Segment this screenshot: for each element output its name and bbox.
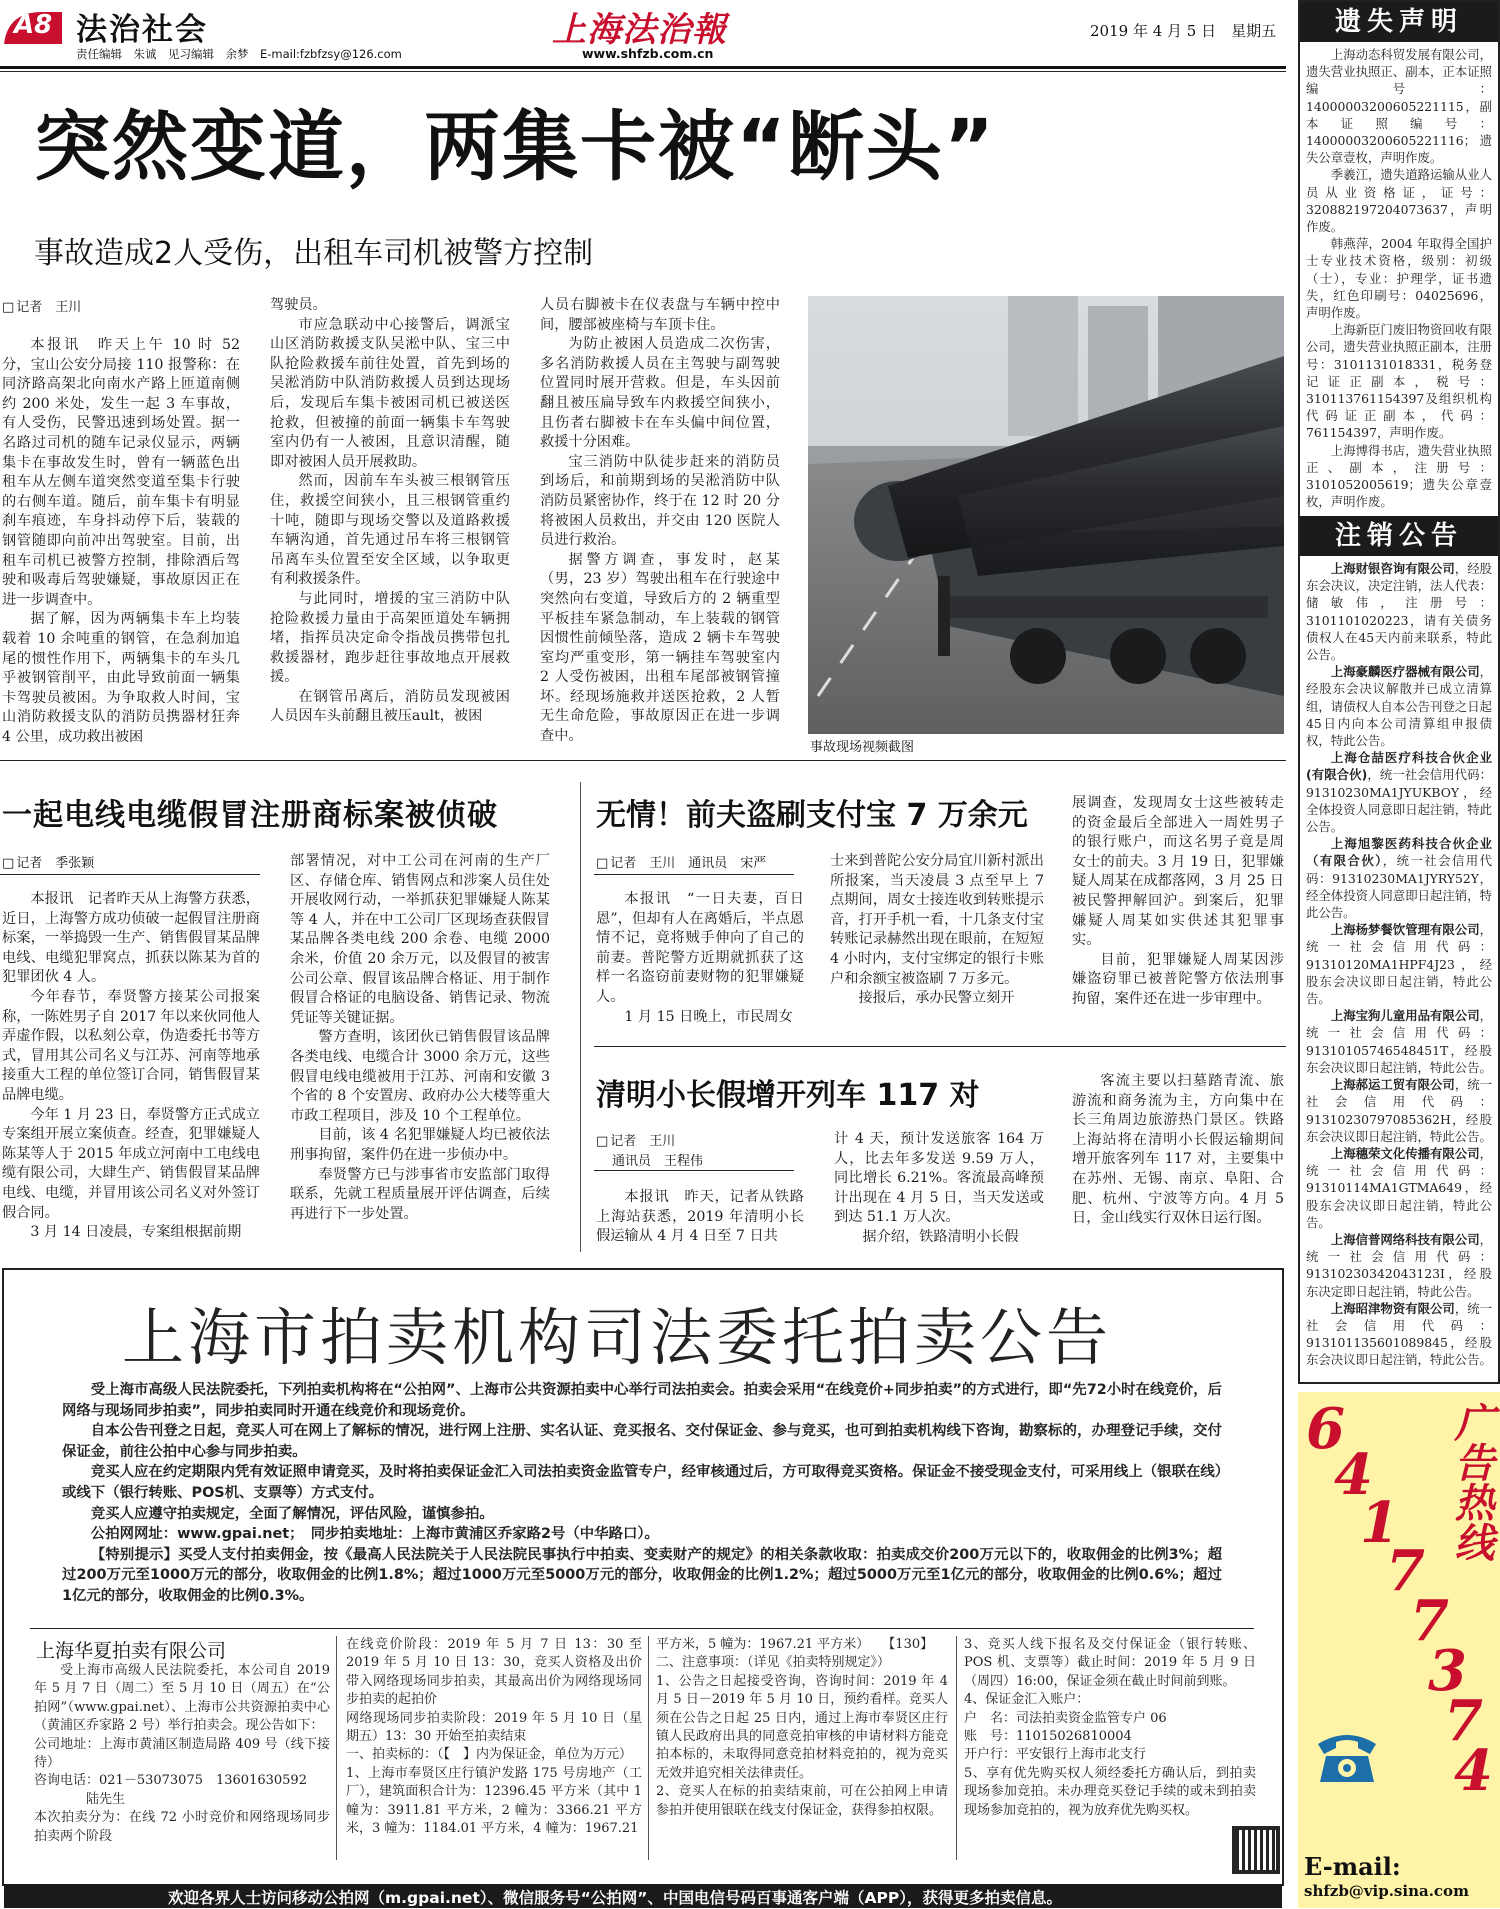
auction-text: 2、竞买人在标的拍卖结束前，可在公拍网上申请参拍并使用银联在线支付保证金，获得参拍权限。 xyxy=(656,1784,948,1818)
auction-intro-para: 受上海市高级人民法院委托，下列拍卖机构将在“公拍网”、上海市公共资源拍卖中心举行司法拍卖会。拍卖会采用“在线竞价+同步拍卖”的方式进行，即“先72小时在线竞价，后网络与现场同步拍卖”，同步拍卖同时开通在线竞价和现场竞价。 xyxy=(62,1382,1222,1419)
cancel-notices xyxy=(1300,556,1498,1369)
auction-address: 公司地址：上海市黄浦区制造局路 409 号（线下接待） xyxy=(34,1736,330,1771)
paper-name: 上海法治報 xyxy=(552,10,727,50)
auction-text: 一、拍卖标的：（【 】内为保证金，单位为万元） xyxy=(346,1747,633,1763)
auction-col-1 xyxy=(34,1662,330,1846)
story4-para: 据介绍，铁路清明小长假 xyxy=(862,1228,1019,1245)
qr-code-icon xyxy=(1232,1826,1280,1874)
auction-text: 二、注意事项：（详见《拍卖特别规定》） xyxy=(656,1655,891,1671)
page-badge xyxy=(2,6,64,46)
lead-para: 宝三消防中队徒步赶来的消防员到场后，和前期到场的吴淞消防中队消防员紧密协作，终于在 12 时 20 分将被困人员救出，并交由 120 医院人员进行救治。 xyxy=(540,453,780,549)
auction-text: 本次拍卖分为：在线 72 小时竞价和网络现场同步拍卖两个阶段 xyxy=(34,1810,330,1844)
cancel-notice-item: 上海旭黎医药科技合伙企业（有限合伙），统一社会信用代码：91310230MA1JYRY52Y，经全体投资人同意即日起注销，特此公告。 xyxy=(1306,836,1493,921)
cancel-notice-item: 上海宝狗儿童用品有限公司，统一社会信用代码：91310105746548451T，经股东会决议即日起注销，特此公告。 xyxy=(1306,1008,1492,1075)
story2-headline: 一起电线电缆假冒注册商标案被侦破 xyxy=(2,798,498,833)
lead-para: 据了解，因为两辆集卡车上均装载着 10 余吨重的钢管，在急刹加追尾的惯性作用下，两辆集卡的车头几乎被钢管削平，由此导致前面一辆集卡驾驶员被困。为争取救人时间，宝山消防救援支队的消防员携器材狂奔 4 公里，成功救出被困 xyxy=(2,611,240,745)
story2-para: 3 月 14 日凌晨，专案组根据前期 xyxy=(30,1224,242,1241)
editor-line: 责任编辑 朱诚 见习编辑 余梦 E-mail:fzbfzsy@126.com xyxy=(76,47,402,61)
page-number: A8 xyxy=(14,10,53,40)
cancel-notice-item: 上海郝运工贸有限公司，统一社会信用代码：91310230797085362H，经股东会决议即日起注销，特此公告。 xyxy=(1306,1077,1493,1144)
auction-account-number: 账 号：11015026810004 xyxy=(964,1729,1132,1745)
story4-para: 客流主要以扫墓踏青流、旅游流和商务流为主，方向集中在长三角周边旅游热门景区。铁路上海站将在清明小长假运输期间增开旅客列车 117 对，主要集中在苏州、无锡、南京、阜阳、合肥、杭州、宁波等方向。4 月 5 日，金山线实行双休日运行图。 xyxy=(1072,1073,1284,1227)
auction-text: 4、保证金汇入账户： xyxy=(964,1692,1090,1708)
lead-para: 市应急联动中心接警后，调派宝山区消防救援支队吴淞中队、宝三中队抢险救援车前往处置，首先到场的吴淞消防中队消防救援人员到达现场后，发现后车集卡被困司机已被送医抢救，但被撞的前面一辆集卡车驾驶室内仍有一人被困，且意识清醒，随即对被困人员开展救助。 xyxy=(270,316,510,470)
auction-text: 5、享有优先购买权人须经委托方确认后，到拍卖现场参加竞拍。未办理竞买登记手续的或未到拍卖现场参加竞拍的，视为放弃优先购买权。 xyxy=(964,1765,1256,1818)
lead-headline: 突然变道，两集卡被“断头” xyxy=(34,102,996,191)
ad-digit: 7 xyxy=(1410,1588,1449,1654)
cancel-notice-item: 上海昭津物资有限公司，统一社会信用代码：913101135601089845，经股东会决议即日起注销，特此公告。 xyxy=(1306,1300,1493,1368)
story2-para: 本报讯 记者昨天从上海警方获悉，近日，上海警方成功侦破一起假冒注册商标案，一举捣毁一生产、销售假冒某品牌电线、电缆犯罪窝点，抓获以陈某为首的犯罪团伙 4 人。 xyxy=(2,891,260,986)
paper-website[interactable]: www.shfzb.com.cn xyxy=(582,46,714,61)
auction-bank: 开户行：平安银行上海市北支行 xyxy=(964,1747,1147,1763)
cancel-notice-item: 上海杨梦餐饮管理有限公司，统一社会信用代码：91310120MA1HPF4J23，经股东会决议即日起注销，特此公告。 xyxy=(1306,922,1492,1007)
ad-digit: 7 xyxy=(1444,1688,1483,1754)
auction-company: 上海华夏拍卖有限公司 xyxy=(36,1640,227,1662)
ad-hotline-label: 广告热线 xyxy=(1448,1402,1495,1562)
story3-para: 士来到普陀公安分局宜川新村派出所报案，当天凌晨 3 点至早上 7 点期间，周女士接连收到转账提示音，打开手机一看，十几条支付宝转账记录赫然出现在眼前，在短短 4 小时内，支付宝绑定的银行卡账户和余额宝被盗刷 7 万多元。 xyxy=(830,853,1044,987)
ad-digit: 4 xyxy=(1334,1442,1373,1508)
story2-column-1 xyxy=(2,890,260,1243)
story3-column-2 xyxy=(830,852,1044,1009)
cancel-notice-item: 上海仓喆医疗科技合伙企业(有限合伙)，统一社会信用代码：91310230MA1JYUKBOY，经全体投资人同意即日起注销，特此公告。 xyxy=(1306,750,1493,835)
auction-intro-para: 竞买人应遵守拍卖规定，全面了解情况，评估风险，谨慎参拍。 xyxy=(90,1505,494,1522)
auction-text: 1、公告之日起接受咨询，咨询时间：2019 年 4 月 5 日－2019 年 5 月 10 日，预约看样。竞买人须在公告之日起 25 日内，通过上海市奉贤区庄行镇人民政府出具的同意竞拍审核的申请材料方能竞拍本标的，未取得同意竞拍材料竞拍的，视为竞买无效并追究相关法律责任。 xyxy=(656,1673,948,1781)
auction-text: 网络现场同步拍卖阶段：2019 年 5 月 10 日（星期五）13：30 开始至拍卖结束 xyxy=(346,1710,642,1745)
story3-para: 展调查，发现周女士这些被转走的资金最后全部进入一周姓男子的银行账户，而这名男子竟是周女士的前夫。3 月 19 日，犯罪嫌疑人周某在成都落网，3 月 25 日被民警押解回沪。到案后，犯罪嫌疑人周某如实供述其犯罪事实。 xyxy=(1072,795,1284,949)
story2-para: 目前，该 4 名犯罪嫌疑人均已被依法刑事拘留，案件仍在进一步侦办中。 xyxy=(290,1127,550,1163)
story3-para: 目前，犯罪嫌疑人周某因涉嫌盗窃罪已被普陀警方依法刑事拘留，案件还在进一步审理中。 xyxy=(1072,951,1284,1007)
lead-para: 然而，因前车车头被三根钢管压住，救援空间狭小，且三根钢管重约十吨，随即与现场交警以及道路救援车辆沟通，首先通过吊车将三根钢管吊离车头位置至安全区域，以争取更有利救援条件。 xyxy=(270,473,510,588)
section-title: 法治社会 xyxy=(76,12,208,48)
story3-para: 1 月 15 日晚上，市民周女 xyxy=(624,1008,793,1025)
photo-caption: 事故现场视频截图 xyxy=(810,740,915,755)
ad-digit: 7 xyxy=(1386,1538,1425,1604)
story2-para: 警方查明，该团伙已销售假冒该品牌各类电线、电缆合计 3000 余万元，这些假冒电线电缆被用于江苏、河南和安徽 3 个省的 8 个安置房、政府办公大楼等重大市政工程项目，涉及 10 个工程单位。 xyxy=(290,1029,550,1124)
auction-intro-para: 自本公告刊登之日起，竞买人可在网上了解标的情况，进行网上注册、实名认证、竞买报名、交付保证金、参与竞买，也可到拍卖机构线下咨询，勘察标的，办理登记手续，交付保证金，前往公拍中心参与同步拍卖。 xyxy=(62,1423,1222,1460)
story2-para: 今年 1 月 23 日，奉贤警方正式成立专案组开展立案侦查。经查，犯罪嫌疑人陈某等人于 2015 年成立河南中工电线电缆有限公司，大肆生产、销售假冒某品牌电线、电缆，并冒用该公司名义对外签订假合同。 xyxy=(2,1106,260,1221)
lost-notice-item: 季羲江，遗失道路运输从业人员从业资格证，证号：320882197204073637，声明作废。 xyxy=(1306,167,1492,235)
auction-intro-para: 竞买人应在约定期限内凭有效证照申请竞买，及时将拍卖保证金汇入司法拍卖资金监管专户，经审核通过后，方可取得竞买资格。保证金不接受现金支付，可采用线上（银联在线）或线下（银行转账、POS机、支票等）方式支付。 xyxy=(62,1464,1222,1501)
auction-text: 1、上海市奉贤区庄行镇沪发路 175 号房地产（工厂），建筑面积合计为：12396.45 平方米（其中 1 幢为：3911.81 平方米，2 幢为：3366.21 平方米，3 幢为：1184.01 平方米，4 幢为：1967.21 xyxy=(346,1765,642,1837)
lead-para: 人员右脚被卡在仪表盘与车辆中控中间，腰部被座椅与车顶卡住。 xyxy=(540,297,780,333)
lead-para: 在钢管吊离后，消防员发现被困人员因车头前翻且被压ault，被困 xyxy=(270,688,510,725)
auction-phone: 咨询电话：021－53073075 13601630592 xyxy=(34,1773,307,1789)
cancel-notice-item: 上海穗荣文化传播有限公司，统一社会信用代码：91310114MA1GTMA649，经股东会决议即日起注销，特此公告。 xyxy=(1306,1145,1492,1230)
auction-text: 受上海市高级人民法院委托，本公司自 2019 年 5 月 7 日（周二）至 5 月 10 日（周五）在“公拍网”（www.gpai.net）、上海市公共资源拍卖中心（黄浦区乔家路 2 号）举行拍卖会。现公告如下： xyxy=(34,1663,330,1734)
cancel-notice-item: 上海豪麟医疗器械有限公司，经股东会决议解散并已成立清算组，请债权人自本公告刊登之日起45日内向本公司清算组申报债权，特此公告。 xyxy=(1306,664,1492,749)
auction-col-3 xyxy=(656,1636,948,1820)
lead-column-3 xyxy=(540,296,780,747)
lead-para: 为防止被困人员造成二次伤害，多名消防救援人员在主驾驶与副驾驶位置同时展开营救。但是，车头因前翻且被压扁导致车内救援空间狭小，且伤者右脚被卡在车头偏中间位置，救援十分困难。 xyxy=(540,336,780,451)
cancel-notice-item: 上海财银咨询有限公司，经股东会决议，决定注销，法人代表：储敏伟，注册号：3101101020223，请有关债务债权人在45天内前来联系，特此公告。 xyxy=(1306,561,1493,663)
issue-date: 2019 年 4 月 5 日 星期五 xyxy=(1090,22,1277,40)
auction-title: 上海市拍卖机构司法委托拍卖公告 xyxy=(122,1301,1113,1374)
story2-para: 部署情况，对中工公司在河南的生产厂区、存储仓库、销售网点和涉案人员住处开展收网行动，一举抓获犯罪嫌疑人陈某等 4 人，并在中工公司厂区现场查获假冒某品牌各类电线 200 余卷、电缆 2000 余米，价值 20 余万元，以及假冒的被害公司公章、假冒该品牌合格证、用于制作假冒合格证的电脑设备、销售记录、物流凭证等关键证据。 xyxy=(290,853,550,1026)
story4-headline: 清明小长假增开列车 117 对 xyxy=(596,1078,980,1113)
story3-para: 接报后，承办民警立刻开 xyxy=(858,990,1015,1007)
story4-byline: □ 记者 王川 xyxy=(596,1130,675,1149)
accident-photo-illustration xyxy=(808,296,1284,734)
lost-notice-item: 上海新臣门废旧物资回收有限公司，遗失营业执照正副本，注册号：3101131018331，税务登记证正副本，税号：310113761154397及组织机构代码证正副本，代码：761154397，声明作废。 xyxy=(1306,322,1492,441)
ad-digit: 4 xyxy=(1454,1738,1493,1804)
auction-contact: 陆先生 xyxy=(86,1791,126,1807)
story2-byline: □ 记者 季张颖 xyxy=(2,852,94,871)
story3-column-3 xyxy=(1072,794,1284,1010)
story4-column-2 xyxy=(834,1130,1044,1248)
story3-column-1 xyxy=(596,890,804,1027)
story4-byline-2: 通讯员 王程伟 xyxy=(612,1154,704,1169)
story3-para: 本报讯 “一日夫妻，百日恩”，但却有人在离婚后，半点恩情不记，竟将贼手伸向了自己的前妻。普陀警方近期就抓获了这样一名盗窃前妻财物的犯罪嫌疑人。 xyxy=(596,891,804,1005)
ad-email-label: E-mail: xyxy=(1304,1852,1401,1881)
lost-notice-item: 上海动态科贸发展有限公司，遗失营业执照正、副本，正本证照编号：14000003200605221115，副本证照编号：14000003200605221116；遗失公章壹枚，声明作废。 xyxy=(1306,47,1492,166)
ad-digit: 6 xyxy=(1306,1396,1345,1462)
auction-col-2 xyxy=(346,1636,642,1838)
lead-para: 本报讯 昨天上午 10 时 52 分，宝山公安分局接 110 报警称：在同济路高架北向南水产路上匝道南侧约 200 米处，发生一起 3 车事故，有人受伤，民警迅速到场处置。据一名路过司机的随车记录仪显示，两辆集卡在事故发生时，曾有一辆蓝色出租车从左侧车道突然变道至集卡行驶的右侧车道。随后，前车集卡有明显刹车痕迹，车身抖动停下后，装载的钢管随即向前冲出驾驶室。目前，出租车司机已被警方控制，排除酒后驾驶和吸毒后驾驶嫌疑，事故原因正在进一步调查中。 xyxy=(2,337,240,608)
story3-headline: 无情！前夫盗刷支付宝 7 万余元 xyxy=(596,798,1028,833)
ad-email[interactable]: shfzb@vip.sina.com xyxy=(1304,1882,1469,1900)
auction-special-note: 【特别提示】买受人支付拍卖佣金，按《最高人民法院关于人民法院民事执行中拍卖、变卖财产的规定》的相关条款收取：拍卖成交价200万元以下的，收取佣金的比例3%；超过200万元至1000万元的部分，收取佣金的比例1.8%；超过1000万元至5000万元的部分，收取佣金的比例1.2%；超过5000万元至1亿元的部分，收取佣金的比例0.6%；超过1亿元的部分，收取佣金的比例0.3%。 xyxy=(62,1546,1222,1604)
lost-notices xyxy=(1300,42,1498,510)
lead-column-1 xyxy=(2,336,240,747)
story2-para: 今年春节，奉贤警方接某公司报案称，一陈姓男子自 2017 年以来伙同他人弄虚作假，以私刻公章，伪造委托书等方式，冒用其公司名义与江苏、河南等地承接重大工程的单位签订合同，销售假冒某品牌电缆。 xyxy=(2,988,260,1103)
telephone-icon xyxy=(1312,1720,1382,1790)
story4-column-3 xyxy=(1072,1072,1284,1229)
telephone-icon-svg xyxy=(1312,1720,1382,1790)
story4-column-1 xyxy=(596,1188,804,1247)
auction-text: 3、竞买人线下报名及交付保证金（银行转账、POS 机、支票等）截止时间：2019 年 5 月 9 日（周四）16:00，保证金须在截止时间前到账。 xyxy=(964,1637,1256,1689)
story2-para: 奉贤警方已与涉事省市安监部门取得联系，先就工程质量展开评估调查，后续再进行下一步处置。 xyxy=(290,1166,550,1222)
auction-text: 在线竞价阶段：2019 年 5 月 7 日 13：30 至 2019 年 5 月 10 日 13：30，竞买人资格及出价带入网络现场同步拍卖，其最高出价为网络现场同步拍卖的起拍价 xyxy=(346,1637,642,1708)
story3-byline: □ 记者 王川 通讯员 宋严 xyxy=(596,852,766,871)
story4-para: 计 4 天，预计发送旅客 164 万人，比去年多发送 9.59 万人，同比增长 6.21%。客流最高峰预计出现在 4 月 5 日，当天发送或到达 51.1 万人次。 xyxy=(834,1131,1044,1226)
lost-notice-item: 上海博得书店，遗失营业执照正、副本，注册号：3101052005619；遗失公章壹枚，声明作废。 xyxy=(1306,442,1492,510)
ad-digit: 3 xyxy=(1428,1638,1467,1704)
auction-account-name: 户 名：司法拍卖资金监管专户 06 xyxy=(964,1710,1167,1726)
lead-para: 驾驶员。 xyxy=(270,297,327,313)
cancel-notice-title: 注销公告 xyxy=(1300,516,1498,556)
lost-notice-item: 韩燕萍，2004 年取得全国护士专业技术资格，级别：初级（士），专业：护理学，证书遗失，红色印刷号：04025696，声明作废。 xyxy=(1306,236,1492,321)
lead-para: 与此同时，增援的宝三消防中队抢险救援力量由于高架匝道处车辆拥堵，指挥员决定命令指战员携带包扎救援器材，跑步赶往事故地点开展救援。 xyxy=(270,590,510,686)
ad-digit: 1 xyxy=(1360,1490,1399,1556)
cancel-notice-item: 上海信普网络科技有限公司，统一社会信用代码：91310230342043123I，经股东决定即日起注销，特此公告。 xyxy=(1306,1231,1492,1299)
lead-para: 据警方调查，事发时，赵某（男，23 岁）驾驶出租车在行驶途中突然向右变道，导致后方的 2 辆重型平板挂车紧急制动，车上装载的钢管因惯性前倾坠落，造成 2 辆卡车驾驶室均严重变形，第一辆挂车驾驶室内 2 人受伤被困，出租车尾部被钢管撞坏。经现场施救并送医抢救，2 人暂无生命危险，事故原因正在进一步调查中。 xyxy=(540,551,780,745)
auction-intro xyxy=(62,1380,1222,1607)
story2-column-2 xyxy=(290,852,550,1224)
story4-para: 本报讯 昨天，记者从铁路上海站获悉，2019 年清明小长假运输从 4 月 4 日至 7 日共 xyxy=(596,1189,804,1245)
accident-photo xyxy=(808,296,1284,734)
lead-byline: □ 记者 王川 xyxy=(2,296,81,315)
lost-notice-title: 遗失声明 xyxy=(1300,2,1498,42)
auction-footer-text: 欢迎各界人士访问移动公拍网（m.gpai.net）、微信服务号“公拍网”、中国电信号码百事通客户端（APP），获得更多拍卖信息。 xyxy=(168,1889,1062,1907)
lead-column-2 xyxy=(270,296,510,727)
auction-intro-para: 公拍网网址：www.gpai.net； 同步拍卖地址：上海市黄浦区乔家路2号（中华路口）。 xyxy=(90,1526,659,1543)
lead-subhead: 事故造成2人受伤，出租车司机被警方控制 xyxy=(34,236,594,271)
auction-text: 平方米，5 幢为：1967.21 平方米） 【130】 xyxy=(656,1637,934,1652)
auction-col-4 xyxy=(964,1636,1256,1820)
